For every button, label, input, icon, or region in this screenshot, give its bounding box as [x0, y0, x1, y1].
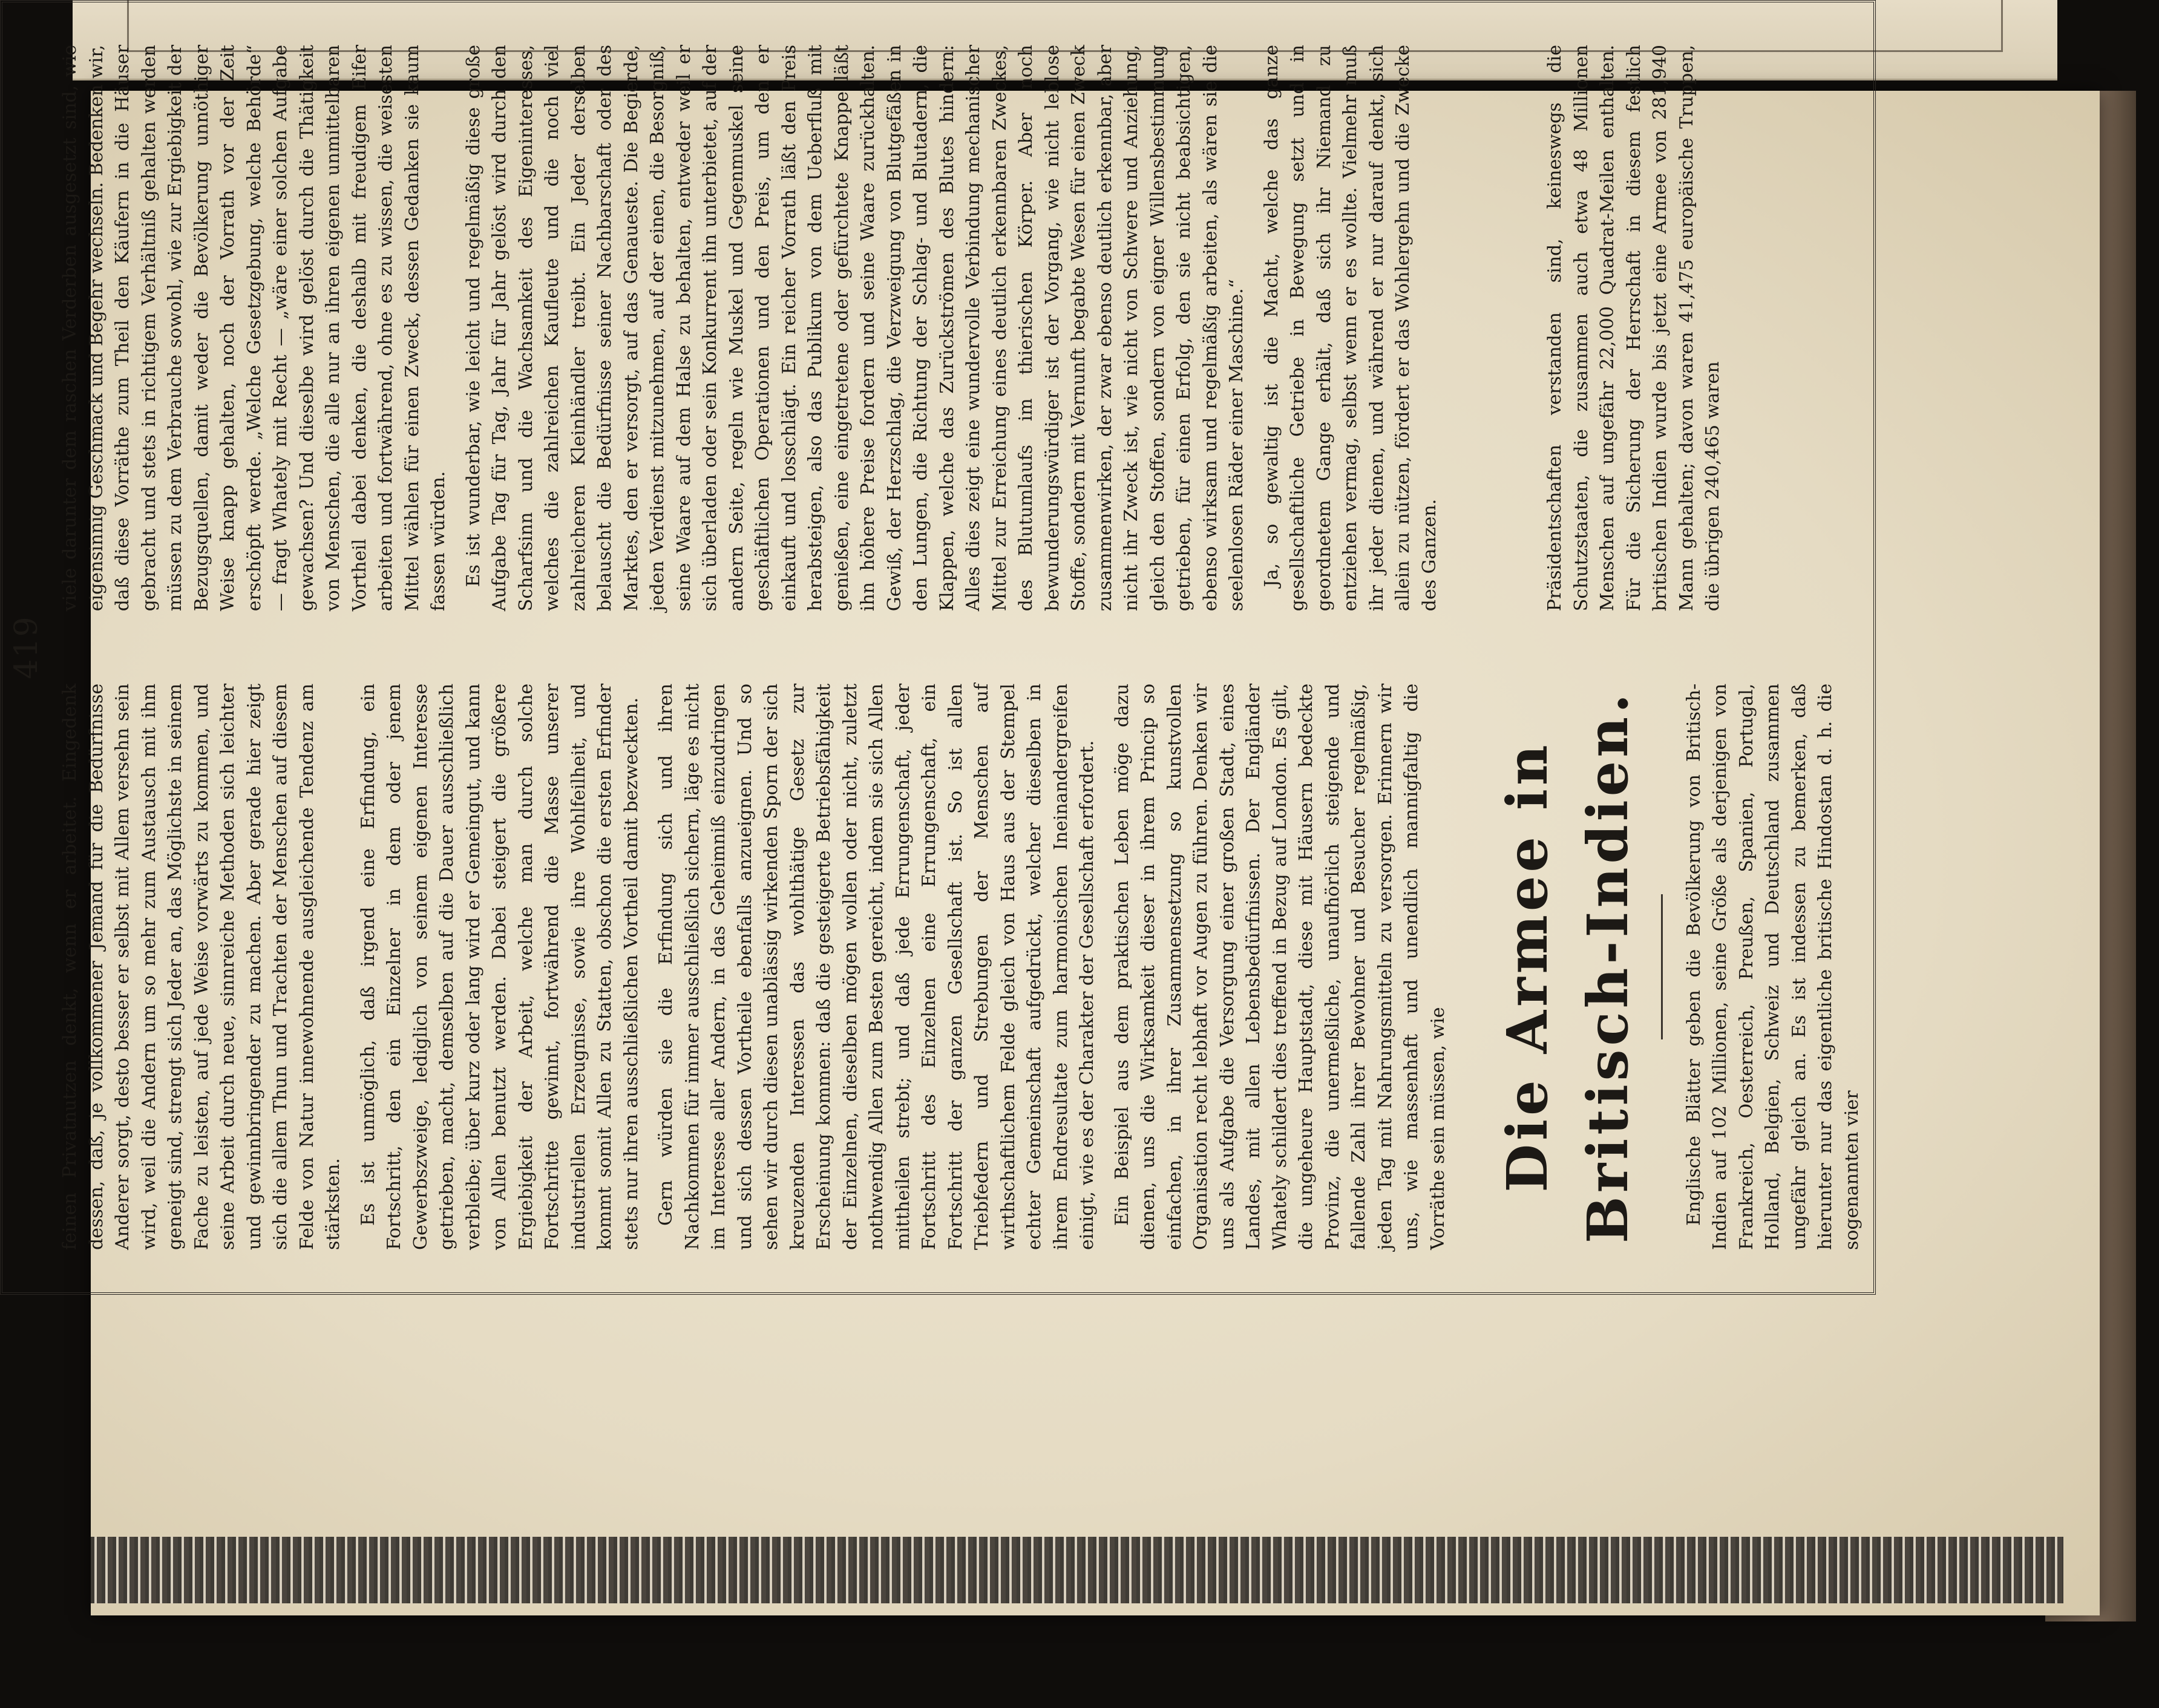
- paragraph: Ja, so gewaltig ist die Macht, welche das ganze gesellschaftliche Getriebe in Bewegung setzt und in geordnetem Gange erhält, daß sich ihr Niemand zu entziehen vermag, selbst wenn er es wollte. Vielmehr muß ihr jeder dienen, und während er nur darauf denkt, sich allein zu nützen, fördert er das Wohlergehn und die Zwecke des Ganzen.: [1260, 45, 1440, 612]
- paragraph: Gern würden sie die Erfindung sich und ihren Nachkommen für immer ausschließlich sichern, läge es nicht im Interesse aller Andern, in das Geheimniß einzudringen und sich dessen Vortheile ebenfalls anzueignen. Und so sehen wir durch diesen unablässig wirkenden Sporn der sich kreuzenden Interessen das wohlthätige Gesetz zur Erscheinung kommen: daß die gesteigerte Betriebsfähigkeit der Einzelnen, dieselben mögen wollen oder nicht, zuletzt nothwendig Allen zum Besten gereicht, indem sie sich Allen mittheilen strebt; und daß jede Errungenschaft, jeder Fortschritt des Einzelnen eine Errungenschaft, ein Fortschritt der ganzen Gesellschaft ist. So ist allen Triebfedern und Strebungen der Menschen auf wirthschaftlichem Felde gleich von Haus aus der Stempel echter Gemeinschaft aufgedrückt, welcher dieselben in ihrem Endresultate zum harmonischen Ineinandergreifen einigt, wie es der Charakter der Gesellschaft erfordert.: [655, 683, 1098, 1250]
- heading-rule: [1661, 894, 1663, 1039]
- paragraph: viele darunter dem raschen Verderben ausgesetzt sind, wie eigensinnig Geschmack und Begehr wechseln. Bedenken wir, daß diese Vorräthe zum Theil den Käufern in die Häuser gebracht und stets in richtigem Verhältniß gehalten werden müssen zu dem Verbrauche sowohl, wie zur Ergiebigkeit der Bezugsquellen, damit weder die Bevölkerung unnöthiger Weise knapp gehalten, noch der Vorrath vor der Zeit erschöpft werde. „Welche Gesetzgebung, welche Behörde“ — fragt Whately mit Recht — „wäre einer solchen Aufgabe gewachsen? Und dieselbe wird gelöst durch die Thätigkeit von Menschen, die alle nur an ihren eigenen unmittelbaren Vortheil dabei denken, die deshalb mit freudigem Eifer arbeiten und fortwährend, ohne es zu wissen, die weisesten Mittel wählen für einen Zweck, dessen Gedanken sie kaum fassen würden.: [59, 45, 449, 612]
- paragraph: feinen Privatnutzen denkt, wenn er arbeitet. Eingedenk dessen, daß, je vollkommener Jemand für die Bedürfnisse Anderer sorgt, desto besser er selbst mit Allem versehn sein wird, weil die Andern um so mehr zum Austausch mit ihm geneigt sind, strengt sich Jeder an, das Möglichste in seinem Fache zu leisten, auf jede Weise vorwärts zu kommen, und seine Arbeit durch neue, sinnreiche Methoden sich leichter und gewinnbringender zu machen. Aber gerade hier zeigt sich die allem Thun und Trachten der Menschen auf diesem Felde von Natur innewohnende ausgleichende Tendenz am stärksten.: [59, 683, 344, 1250]
- page-number: 419: [8, 615, 45, 679]
- paragraph: Ein Beispiel aus dem praktischen Leben möge dazu dienen, uns die Wirksamkeit dieser in ihrem Princip so einfachen, in ihrer Zusammensetzung so kunstvollen Organisation recht lebhaft vor Augen zu führen. Denken wir uns als Aufgabe die Versorgung einer großen Stadt, eines Landes, mit allen Lebensbedürfnissen. Der Engländer Whately schildert dies treffend in Bezug auf London. Es gilt, die ungeheure Hauptstadt, diese mit Häusern bedeckte Provinz, die unermeßliche, unaufhörlich steigende und fallende Zahl ihrer Bewohner und Besucher regelmäßig, jeden Tag mit Nahrungsmitteln zu versorgen. Erinnern wir uns, wie massenhaft und unendlich mannigfaltig die Vorräthe sein müssen, wie: [1111, 683, 1449, 1250]
- text-columns: [57, 45, 1863, 1250]
- article-heading: Die Armee in Britisch-Indien.: [1495, 690, 1641, 1243]
- paragraph: Präsidentschaften verstanden sind, keineswegs die Schutzstaaten, die zusammen auch etwa 48 Millionen Menschen auf ungefähr 22,000 Quadrat-Meilen enthalten. Für die Sicherung der Herrschaft in diesem festlich britischen Indien wurde bis jetzt eine Armee von 281,940 Mann gehalten; davon waren 41,475 europäische Truppen, die übrigen 240,465 waren: [1544, 45, 1723, 612]
- page-edges: [91, 1537, 2063, 1603]
- column-spacer: [1451, 45, 1542, 611]
- left-column: [57, 683, 1863, 1250]
- right-column: [57, 45, 1837, 611]
- paragraph: Es ist unmöglich, daß irgend eine Erfindung, ein Fortschritt, den ein Einzelner in dem oder jenem Gewerbszweige, lediglich von seinem eigenen Interesse getrieben, macht, demselben auf die Dauer ausschließlich verbleibe; über kurz oder lang wird er Gemeingut, und kann von Allen benutzt werden. Dabei steigert die größere Ergiebigkeit der Arbeit, welche man durch solche Fortschritte gewinnt, fortwährend die Masse unserer industriellen Erzeugnisse, sowie ihre Wohlfeilheit, und kommt somit Allen zu Statten, obschon die ersten Erfinder stets nur ihren ausschließlichen Vortheil damit bezweckten.: [357, 683, 642, 1250]
- paragraph: Englische Blätter geben die Bevölkerung von Britisch-Indien auf 102 Millionen, seine Größe als derjenigen von Frankreich, Oesterreich, Preußen, Spanien, Portugal, Holland, Belgien, Schweiz und Deutschland zusammen ungefähr gleich an. Es ist indessen zu bemerken, daß hierunter nur das eigentliche britische Hindostan d. h. die sogenannten vier: [1683, 683, 1863, 1250]
- paragraph: Es ist wunderbar, wie leicht und regelmäßig diese große Aufgabe Tag für Tag, Jahr für Jahr gelöst wird durch den Scharfsinn und die Wachsamkeit des Eigeninteresses, welches die zahlreichen Kaufleute und die noch viel zahlreicheren Kleinhändler treibt. Ein Jeder derselben belauscht die Bedürfnisse seiner Nachbarschaft oder des Marktes, den er versorgt, auf das Genaueste. Die Begierde, jeden Verdienst mitzunehmen, auf der einen, die Besorgniß, seine Waare auf dem Halse zu behalten, entweder weil er sich überladen oder sein Konkurrent ihn unterbietet, auf der andern Seite, regeln wie Muskel und Gegenmuskel seine geschäftlichen Operationen und den Preis, um den er einkauft und losschlägt. Ein reicher Vorrath läßt den Preis herabsteigen, also das Publikum von dem Ueberfluß mit genießen, eine eingetretene oder gefürchtete Knappe läßt ihn höhere Preise fordern und seine Waare zurückhalten. Gewiß, der Herzschlag, die Verzweigung von Blutgefäßen in den Lungen, die Richtung der Schlag- und Blutadern, die Klappen, welche das Zurückströmen des Blutes hindern: Alles dies zeigt eine wundervolle Verbindung mechanischer Mittel zur Erreichung eines deutlich erkennbaren Zweckes, des Blutumlaufs im thierischen Körper. Aber noch bewunderungswürdiger ist der Vorgang, wie nicht leblose Stoffe, sondern mit Vernunft begabte Wesen für einen Zweck zusammenwirken, der zwar ebenso deutlich erkennbar, aber nicht ihr Zweck ist, wie nicht von Schwere und Anziehung, gleich den Stoffen, sondern von eigner Willensbestimmung getrieben, für einen Erfolg, den sie nicht beabsichtigen, ebenso wirksam und regelmäßig arbeiten, als wären sie die seelenlosen Räder einer Maschine.“: [462, 45, 1247, 612]
